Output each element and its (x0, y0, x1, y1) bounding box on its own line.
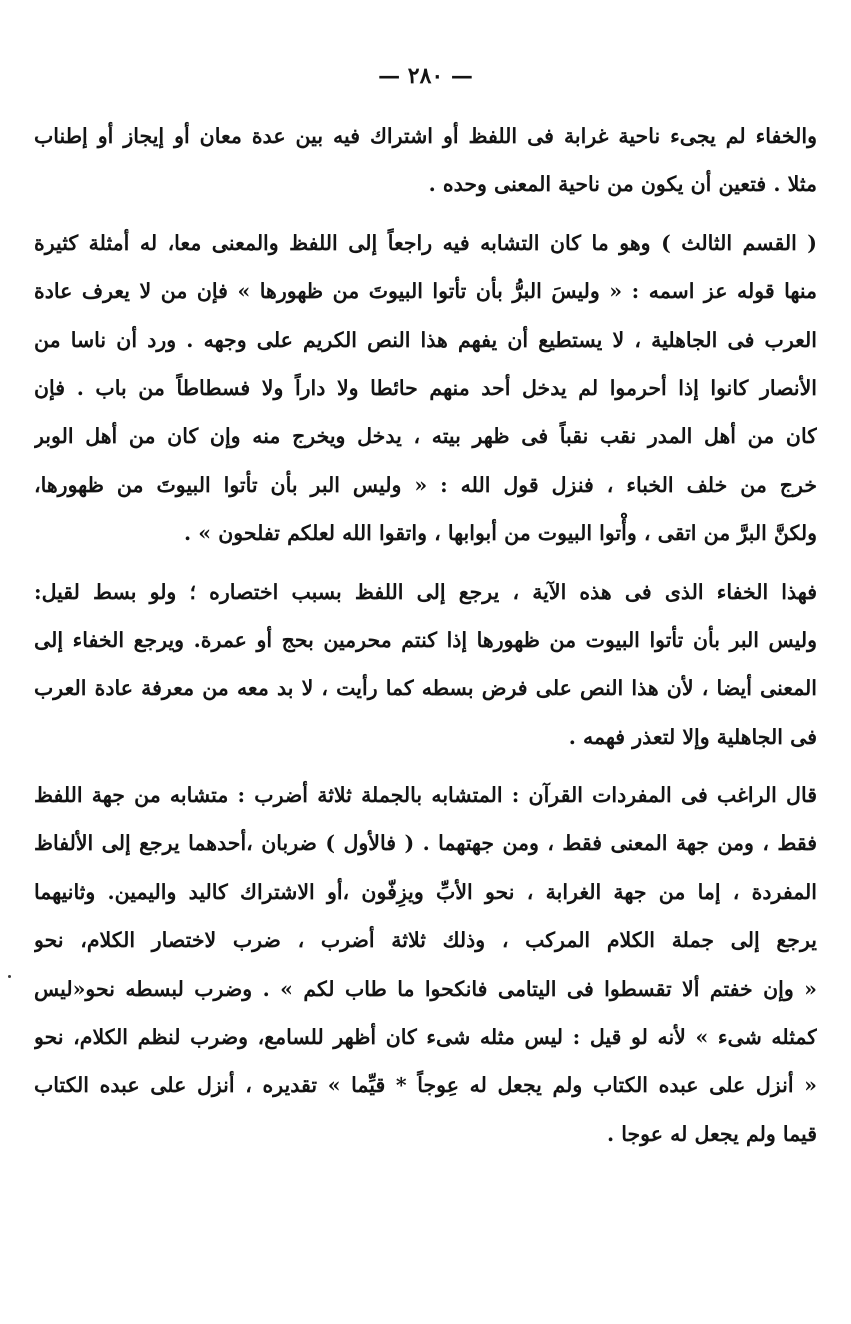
text-line: فى الجاهلية وإلا لتعذر فهمه . (568, 724, 817, 749)
text-line: « وإن خفتم ألا تقسطوا فى اليتامى فانكحوا ما طاب لكم » . وضرب لبسطه نحو«ليس (34, 976, 817, 1001)
margin-speck (8, 975, 11, 978)
text-line: وليس البر بأن تأتوا البيوت من ظهورها إذا كنتم محرمين بحج أو عمرة. ويرجع الخفاء إلى (34, 627, 817, 652)
paragraph-3 (34, 568, 817, 762)
paragraph-2 (34, 219, 817, 558)
text-line: الأنصار كانوا إذا أحرموا لم يدخل أحد منهم حائطا ولا داراً ولا فسطاطاً من باب . فإن (34, 375, 817, 400)
paragraph-1 (34, 112, 817, 209)
text-line: المعنى أيضا ، لأن هذا النص على فرض بسطه كما رأيت ، لا بد معه من معرفة عادة العرب (34, 676, 817, 701)
text-line: فقط ، ومن جهة المعنى فقط ، ومن جهتهما . ( فالأول ) ضربان ،أحدهما يرجع إلى الألفاظ (34, 831, 817, 856)
paragraph-4 (34, 771, 817, 1158)
text-line: قال الراغب فى المفردات القرآن : المتشابه بالجملة ثلاثة أضرب : متشابه من جهة اللفظ (34, 783, 817, 808)
text-line: المفردة ، إما من جهة الغرابة ، نحو الأبِّ ويزِفّون ،أو الاشتراك كاليد واليمين. وثانيهما (34, 879, 817, 904)
text-line: ( القسم الثالث ) وهو ما كان التشابه فيه راجعاً إلى اللفظ والمعنى معا، له أمثلة كثيرة (34, 230, 817, 255)
text-line: يرجع إلى جملة الكلام المركب ، وذلك ثلاثة أضرب ، ضرب لاختصار الكلام، نحو (34, 928, 817, 953)
text-line: والخفاء لم يجىء ناحية غرابة فى اللفظ أو اشتراك فيه بين عدة معان أو إيجاز أو إطناب (34, 124, 817, 148)
text-line: كان من أهل المدر نقب نقباً فى ظهر بيته ، يدخل ويخرج منه وإن كان من أهل الوبر (34, 424, 817, 449)
text-line: « أنزل على عبده الكتاب ولم يجعل له عِوجاً * قيِّما » تقديره ، أنزل على عبده الكتاب (34, 1073, 817, 1098)
text-line: ولكنَّ البرَّ من اتقى ، وأْتوا البيوت من أبوابها ، واتقوا الله لعلكم تفلحون » . (184, 521, 817, 546)
text-line: العرب فى الجاهلية ، لا يستطيع أن يفهم هذا النص الكريم على وجهه . ورد أن ناسا من (34, 327, 817, 352)
text-line: خرج من خلف الخباء ، فنزل قول الله : « وليس البر بأن تأتوا البيوتَ من ظهورها، (34, 472, 817, 497)
text-line: فهذا الخفاء الذى فى هذه الآية ، يرجع إلى اللفظ بسبب اختصاره ؛ ولو بسط لقيل: (34, 579, 817, 604)
text-line: قيما ولم يجعل له عوجا . (606, 1121, 817, 1146)
text-line: منها قوله عز اسمه : « وليسَ البرُّ بأن تأتوا البيوتَ من ظهورها » فإن من لا يعرف عادة (34, 279, 817, 304)
text-line: مثلا . فتعين أن يكون من ناحية المعنى وحده . (428, 172, 817, 197)
text-line: كمثله شىء » لأنه لو قيل : ليس مثله شىء كان أظهر للسامع، وضرب لنظم الكلام، نحو (34, 1025, 817, 1050)
page-number: — ٢٨٠ — (378, 63, 473, 89)
